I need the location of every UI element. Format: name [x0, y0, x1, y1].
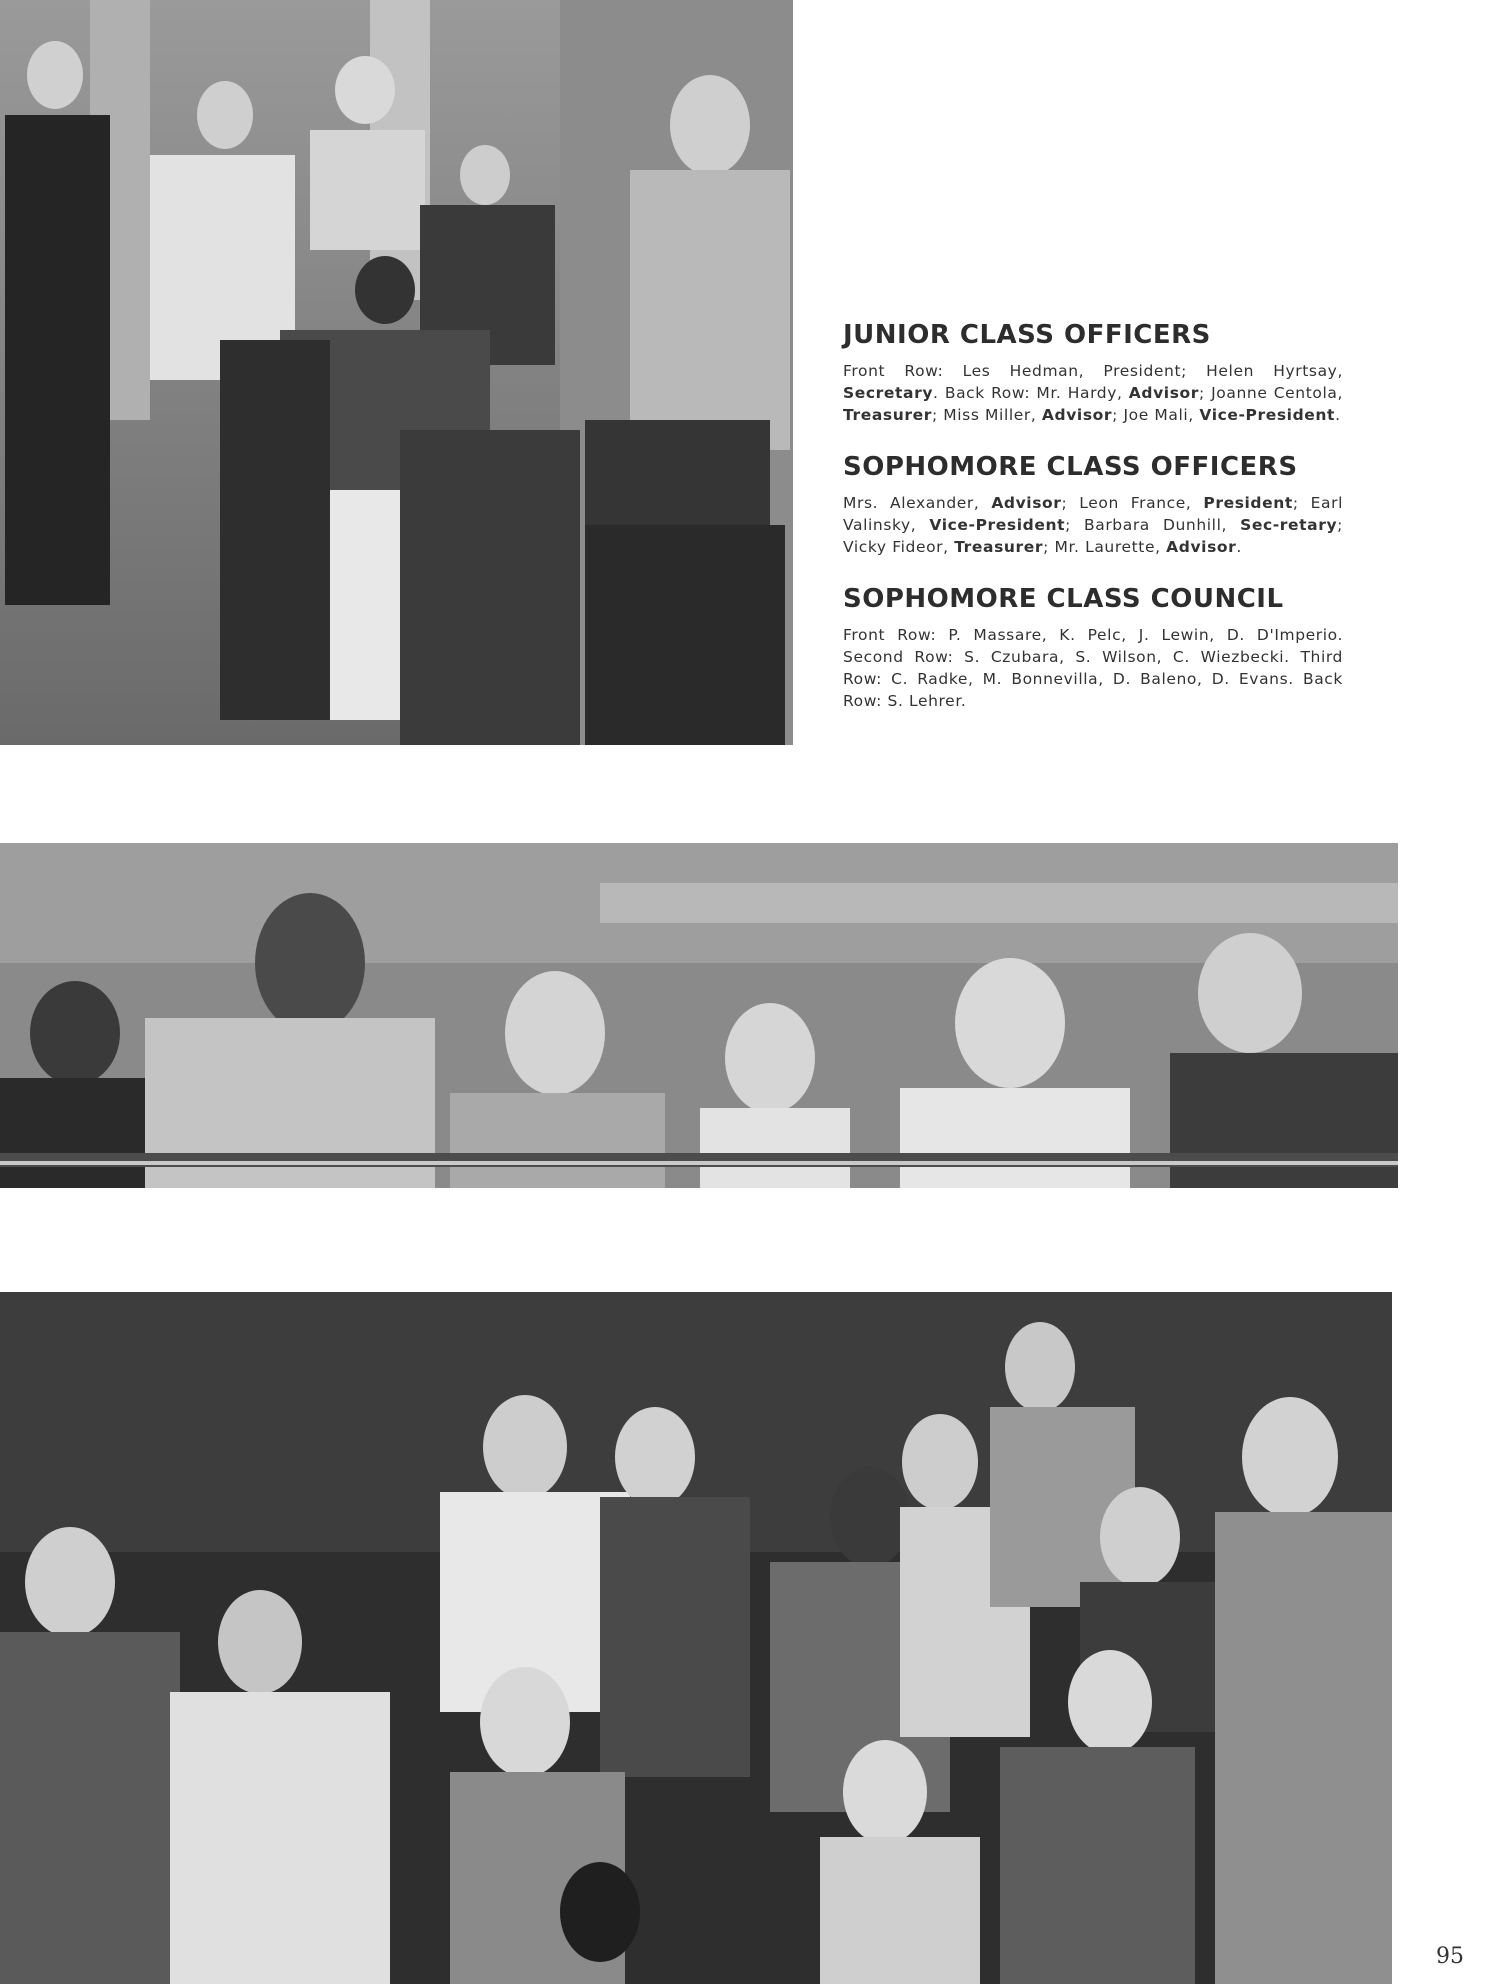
caption-role: Vice-President	[929, 516, 1066, 534]
junior-class-officers-names: Front Row: Les Hedman, President; Helen Hyrtsay, Secretary. Back Row: Mr. Hardy, Advisor; Joanne Centola, Treasurer; Miss Miller, Advisor; Joe Mali, Vice-President.	[843, 362, 1343, 424]
sophomore-class-officers-photo	[0, 843, 1398, 1188]
junior-photo-graphic	[0, 0, 793, 745]
caption-role: Sec-retary	[1240, 516, 1338, 534]
junior-class-officers-heading: JUNIOR CLASS OFFICERS	[843, 320, 1211, 350]
caption-role: Vice-President	[1199, 406, 1336, 424]
sophomore-council-photo-graphic	[0, 1292, 1392, 1984]
sophomore-class-officers-caption	[843, 452, 1343, 558]
caption-role: Advisor	[991, 494, 1062, 512]
junior-class-officers-caption	[843, 320, 1343, 426]
sophomore-class-council-names: Front Row: P. Massare, K. Pelc, J. Lewin, D. D'Imperio. Second Row: S. Czubara, S. Wilson, C. Wiezbecki. Third Row: C. Radke, M. Bonnevilla, D. Baleno, D. Evans. Back Row: S. Lehrer.	[843, 626, 1343, 710]
sophomore-class-officers-heading: SOPHOMORE CLASS OFFICERS	[843, 452, 1298, 482]
caption-role: Advisor	[1128, 384, 1200, 402]
caption-role: Treasurer	[954, 538, 1044, 556]
sophomore-class-council-photo	[0, 1292, 1392, 1984]
caption-role: President	[1203, 494, 1293, 512]
caption-role: Secretary	[843, 384, 934, 402]
caption-column	[843, 320, 1343, 738]
sophomore-class-council-heading: SOPHOMORE CLASS COUNCIL	[843, 584, 1284, 614]
caption-role: Treasurer	[843, 406, 932, 424]
junior-class-officers-photo	[0, 0, 793, 745]
sophomore-officers-photo-graphic	[0, 843, 1398, 1188]
caption-role: Advisor	[1166, 538, 1237, 556]
sophomore-class-council-caption	[843, 584, 1343, 712]
page-number: 95	[1436, 1944, 1464, 1969]
sophomore-class-officers-names: Mrs. Alexander, Advisor; Leon France, President; Earl Valinsky, Vice-President; Barbara Dunhill, Sec-retary; Vicky Fideor, Treasurer; Mr. Laurette, Advisor.	[843, 494, 1343, 556]
caption-role: Advisor	[1041, 406, 1113, 424]
